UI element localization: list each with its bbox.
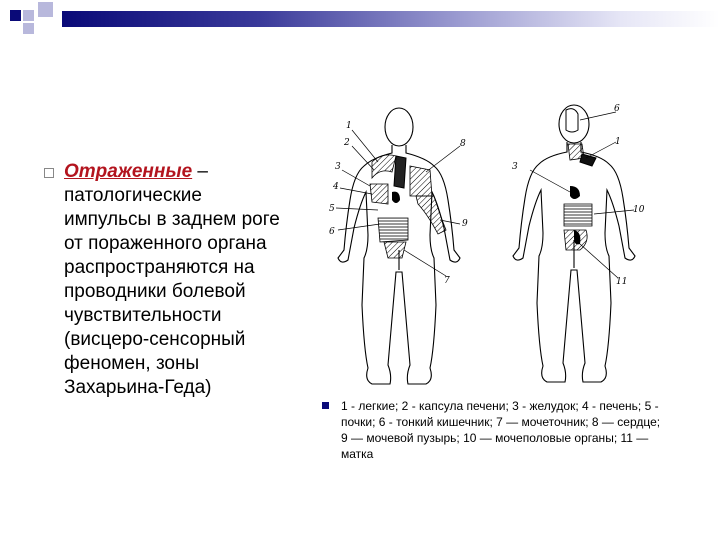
zone-heart-upper [394, 156, 406, 188]
deco-square [23, 23, 34, 34]
deco-square [38, 2, 53, 17]
zone-stomach-back [570, 186, 580, 199]
zone-heart-front [410, 166, 432, 196]
caption-bullet-icon [322, 402, 329, 409]
zone-arm-front [416, 196, 446, 234]
front-label-3: 3 [335, 162, 341, 172]
back-label-1: 1 [615, 137, 621, 147]
zone-liver-front [370, 184, 388, 204]
deco-square [23, 10, 34, 21]
zone-stomach-front [392, 192, 400, 203]
front-label-6: 6 [329, 227, 335, 237]
front-label-2: 2 [344, 138, 350, 148]
deco-square [10, 10, 21, 21]
front-label-7: 7 [444, 276, 450, 286]
back-head [559, 105, 589, 143]
definition-paragraph [64, 160, 294, 400]
back-label-10: 10 [633, 205, 645, 215]
zone-head-back [566, 109, 578, 132]
front-label-5: 5 [329, 204, 335, 214]
front-label-1: 1 [346, 121, 352, 131]
definition-text: – патологические импульсы в заднем роге от пораженного органа распространяются на проводники болевой чувствительности (висцеро-сенсорный феномен, зоны Захарьина-Геда) [64, 161, 280, 398]
zone-intestine-front [378, 218, 408, 242]
main-text-block [44, 160, 294, 400]
referred-pain-zones-diagram [308, 100, 658, 395]
bullet-icon [44, 168, 54, 178]
header-gradient-bar [62, 11, 720, 27]
back-label-6: 6 [614, 104, 620, 114]
term-highlight: Отраженные [64, 161, 193, 182]
back-label-3: 3 [512, 162, 518, 172]
front-label-9: 9 [462, 219, 468, 229]
front-label-4: 4 [333, 182, 339, 192]
zone-bladder-front [384, 242, 406, 258]
zone-kidney-back [564, 204, 592, 226]
corner-decoration [0, 0, 60, 40]
diagram-caption [322, 398, 667, 462]
front-head [385, 108, 413, 146]
front-label-8: 8 [460, 139, 466, 149]
back-label-11: 11 [616, 277, 628, 287]
caption-text: 1 - легкие; 2 - капсула печени; 3 - желудок; 4 - печень; 5 - почки; 6 - тонкий кишечник; 7 — мочеточник; 8 — сердце; 9 — мочевой пузырь; 10 — мочеполовые органы; 11 — матка [341, 399, 661, 461]
